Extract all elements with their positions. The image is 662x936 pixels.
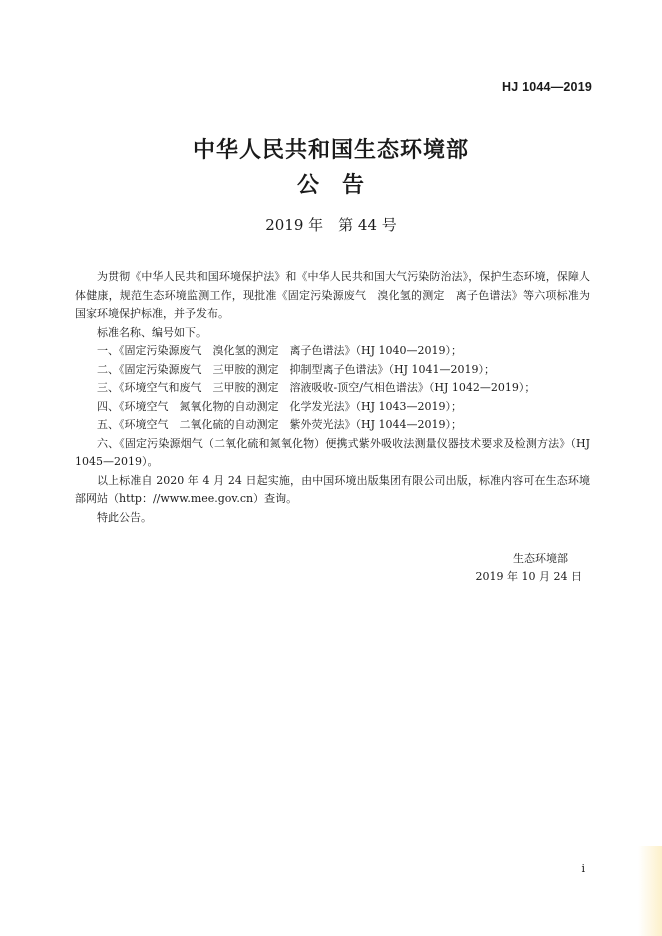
body-paragraph: 以上标准自 2020 年 4 月 24 日起实施，由中国环境出版集团有限公司出版，标准内容可在生态环境部网站（http：//www.mee.gov.cn）查询。 [75, 473, 590, 505]
signature-organization: 生态环境部 [513, 552, 568, 565]
page-number: i [581, 862, 585, 875]
standard-list-item: 三、《环境空气和废气 三甲胺的测定 溶液吸收-顶空/气相色谱法》（HJ 1042—2019）； [97, 381, 536, 394]
standard-list-item: 六、《固定污染源烟气（二氧化硫和氮氧化物）便携式紫外吸收法测量仪器技术要求及检测方法》（HJ 1045—2019）。 [75, 436, 590, 468]
signature-block [476, 550, 582, 586]
standard-code: HJ 1044—2019 [502, 80, 592, 94]
body-paragraph: 标准名称、编号如下。 [97, 325, 207, 339]
notice-title [0, 168, 662, 199]
standard-list-item: 二、《固定污染源废气 三甲胺的测定 抑制型离子色谱法》（HJ 1041—2019）； [97, 362, 495, 376]
ministry-name: 中华人民共和国生态环境部 [192, 138, 469, 163]
body-paragraph: 特此公告。 [97, 510, 152, 524]
notice-title-char-2: 告 [342, 173, 366, 198]
standard-list-item: 五、《环境空气 二氧化硫的自动测定 紫外荧光法》（HJ 1044—2019）； [97, 418, 462, 431]
body-paragraph: 为贯彻《中华人民共和国环境保护法》和《中华人民共和国大气污染防治法》，保护生态环境，保障人体健康，规范生态环境监测工作，现批准《固定污染源废气 溴化氢的测定 离子色谱法》等六项标准为国家环境保护标准，并予发布。 [75, 270, 590, 320]
notice-title-char-1: 公 [296, 173, 320, 198]
paper-edge-stain [638, 846, 662, 936]
standard-list-item: 四、《环境空气 氮氧化物的自动测定 化学发光法》（HJ 1043—2019）； [97, 399, 462, 413]
standard-list-item: 一、《固定污染源废气 溴化氢的测定 离子色谱法》（HJ 1040—2019）； [97, 344, 462, 357]
signature-date: 2019 年 10 月 24 日 [475, 570, 582, 583]
notice-body [75, 268, 590, 527]
issue-number: 2019 年 第 44 号 [265, 216, 397, 234]
